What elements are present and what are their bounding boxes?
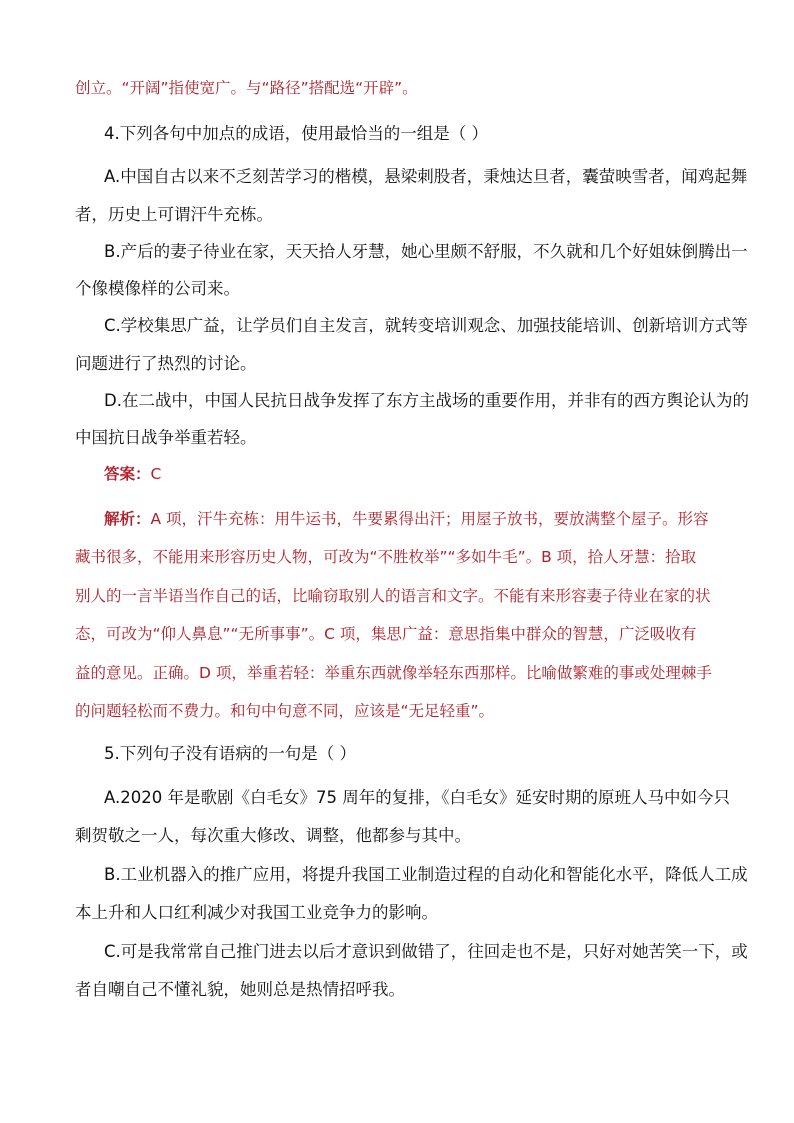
analysis-line-3: 别人的一言半语当作自己的话，比喻窃取别人的语言和文字。不能有来形容妻子待业在家的状 [75, 587, 711, 605]
question-5-option-a-line-1: A.2020 年是歌剧《白毛女》75 周年的复排，《白毛女》延安时期的原班人马中如今只 [104, 788, 730, 807]
analysis-label: 解析： [104, 510, 151, 528]
question-5-option-a-line-2: 剩贺敬之一人，每次重大修改、调整，他都参与其中。 [75, 826, 471, 845]
question-4-option-a-line-1: A.中国自古以来不乏刻苦学习的楷模，悬梁刺股者，秉烛达旦者，囊萤映雪者，闻鸡起舞 [104, 167, 748, 186]
question-5-option-c-line-2: 者自嘲自己不懂礼貌，她则总是热情招呼我。 [75, 980, 405, 999]
question-4-option-c-line-2: 问题进行了热烈的讨论。 [75, 354, 257, 373]
analysis-line-5: 益的意见。正确。D 项，举重若轻：举重东西就像举轻东西那样。比喻做繁难的事或处理棘手 [75, 664, 712, 682]
question-4-option-b-line-2: 个像模像样的公司来。 [75, 279, 240, 298]
answer-line [104, 462, 161, 484]
question-4-option-d-line-1: D.在二战中，中国人民抗日战争发挥了东方主战场的重要作用，并非有的西方舆论认为的 [104, 391, 749, 410]
question-4-option-c-line-1: C.学校集思广益，让学员们自主发言，就转变培训观念、加强技能培训、创新培训方式等 [104, 316, 748, 335]
question-4-option-d-line-2: 中国抗日战争举重若轻。 [75, 428, 257, 447]
question-5-option-b-line-2: 本上升和人口红利减少对我国工业竞争力的影响。 [75, 903, 438, 922]
question-4-option-b-line-1: B.产后的妻子待业在家，天天拾人牙慧，她心里颇不舒服，不久就和几个好姐妹倒腾出一 [104, 242, 748, 261]
analysis-line-1 [104, 507, 709, 529]
previous-analysis-tail: 创立。“开阔”指使宽广。与“路径”搭配选“开辟”。 [75, 79, 418, 97]
analysis-text-1: A 项，汗牛充栋：用牛运书，牛要累得出汗；用屋子放书，要放满整个屋子。形容 [150, 510, 709, 528]
analysis-line-4: 态，可改为“仰人鼻息”“无所事事”。C 项，集思广益：意思指集中群众的智慧，广泛吸收有 [75, 625, 697, 643]
answer-value: C [150, 465, 162, 483]
question-5-option-b-line-1: B.工业机器入的推广应用，将提升我国工业制造过程的自动化和智能化水平，降低人工成 [104, 865, 748, 884]
question-5-option-c-line-1: C.可是我常常自己推门进去以后才意识到做错了，往回走也不是，只好对她苦笑一下，或 [104, 942, 748, 961]
question-4-option-a-line-2: 者，历史上可谓汗牛充栋。 [75, 205, 273, 224]
question-5-stem: 5.下列句子没有语病的一句是（ ） [104, 744, 356, 763]
analysis-line-2: 藏书很多，不能用来形容历史人物，可改为“不胜枚举”“多如牛毛”。B 项，拾人牙慧：拾取 [75, 548, 697, 566]
answer-label: 答案： [104, 465, 151, 483]
analysis-line-6: 的问题轻松而不费力。和句中句意不同，应该是“无足轻重”。 [75, 702, 495, 720]
question-4-stem: 4.下列各句中加点的成语，使用最恰当的一组是（ ） [104, 124, 488, 143]
